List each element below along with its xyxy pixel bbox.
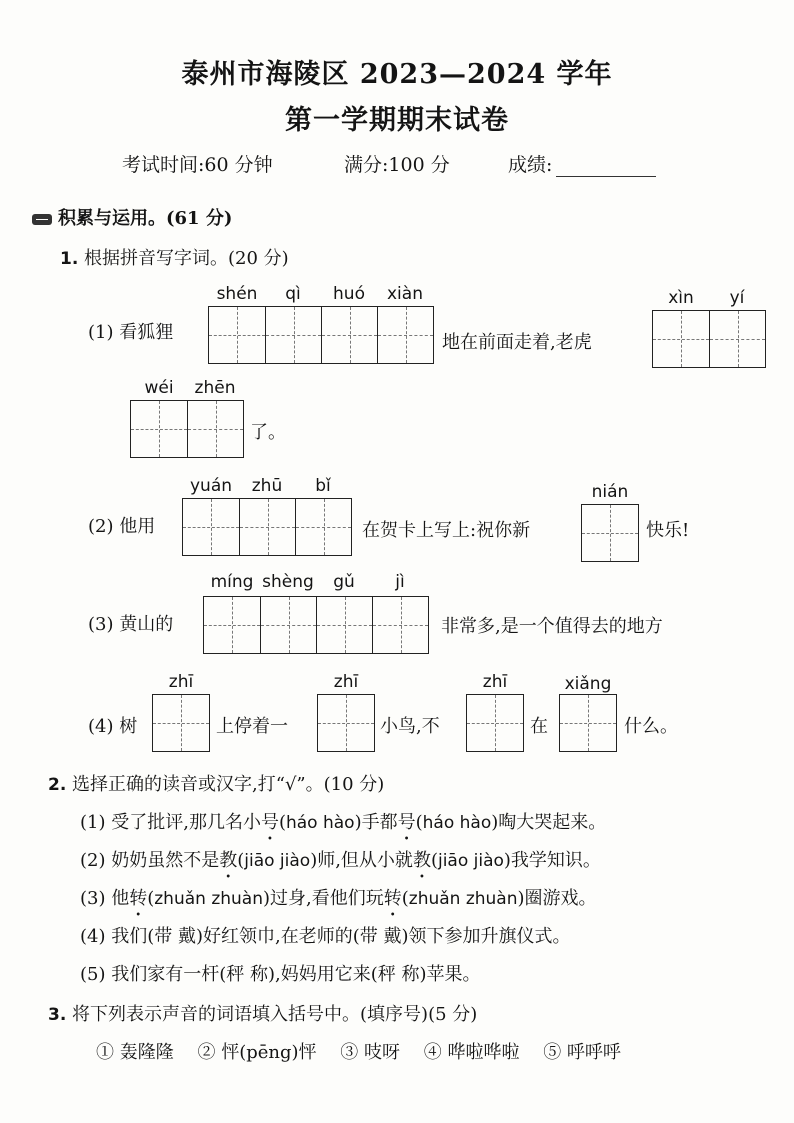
- answer-cell[interactable]: [560, 695, 616, 751]
- section-1-heading: [32, 204, 232, 230]
- pinyin: xìn: [668, 288, 694, 308]
- exam-title-line2: 第一学期期末试卷: [285, 105, 509, 136]
- q1-item2-pinyin-b: [582, 482, 638, 502]
- q2-line-text: )过身,看他们玩: [262, 888, 384, 909]
- pinyin-choice[interactable]: háo hào: [285, 813, 355, 833]
- q2-line-text: (2) 奶奶虽然不是: [80, 850, 220, 871]
- q1-item2-tail: 快乐!: [646, 520, 690, 541]
- answer-cell[interactable]: [187, 401, 243, 457]
- answer-cell[interactable]: [131, 401, 187, 457]
- q3-option: ③ 吱呀: [340, 1042, 400, 1063]
- question-2-text: 选择正确的读音或汉字,打“√”。(10 分): [72, 774, 385, 795]
- q2-line-text: )啕大哭起来。: [491, 812, 607, 833]
- q1-item3-pinyin-a: [204, 572, 428, 592]
- pinyin: shén: [216, 284, 258, 304]
- q1-item1-answer-grid-a[interactable]: [208, 306, 434, 364]
- answer-cell[interactable]: [653, 311, 709, 367]
- q2-line-text: (3) 他: [80, 888, 130, 909]
- answer-cell[interactable]: [372, 597, 428, 653]
- q1-item2-pinyin-a: [183, 476, 351, 496]
- q1-item4-answer-grid-4[interactable]: [559, 694, 617, 752]
- pinyin: zhēn: [194, 378, 236, 398]
- pinyin-choice[interactable]: zhuǎn zhuàn: [154, 889, 263, 909]
- section-1-title: 积累与运用。(61 分): [58, 208, 233, 229]
- exam-title-line1: 泰州市海陵区 2023—2024 学年: [181, 59, 613, 90]
- q1-item2-lead: (2) 他用: [88, 516, 156, 537]
- pinyin: yuán: [189, 476, 233, 496]
- pinyin: nián: [591, 482, 629, 502]
- q2-line-text: )圈游戏。: [517, 888, 597, 909]
- answer-cell[interactable]: [316, 597, 372, 653]
- q1-item1-answer-grid-b[interactable]: [652, 310, 766, 368]
- dotted-char: 转: [383, 888, 402, 909]
- answer-cell[interactable]: [467, 695, 523, 751]
- q1-item4-lead: (4) 树: [88, 716, 138, 737]
- full-score: 满分:100 分: [344, 154, 450, 176]
- answer-cell[interactable]: [183, 499, 239, 555]
- bracket: (: [147, 888, 155, 909]
- answer-cell[interactable]: [204, 597, 260, 653]
- score-blank-line[interactable]: [556, 175, 656, 177]
- q3-option: ② 怦(pēng)怦: [197, 1042, 317, 1063]
- q1-item4-answer-grid-3[interactable]: [466, 694, 524, 752]
- question-3-text: 将下列表示声音的词语填入括号中。(填序号)(5 分): [72, 1004, 478, 1025]
- pinyin: shèng: [262, 572, 314, 592]
- answer-cell[interactable]: [209, 307, 265, 363]
- answer-cell[interactable]: [318, 695, 374, 751]
- pinyin: zhī: [333, 672, 359, 692]
- question-1-number: 1.: [60, 249, 79, 269]
- dotted-char: 号: [397, 812, 416, 833]
- answer-cell[interactable]: [265, 307, 321, 363]
- question-1-prompt: [60, 244, 289, 270]
- q2-line-4[interactable]: (4) 我们(带 戴)好红领巾,在老师的(带 戴)领下参加升旗仪式。: [80, 926, 571, 947]
- dotted-char: 教: [219, 850, 238, 871]
- question-3-prompt: [48, 1000, 477, 1026]
- pinyin-choice[interactable]: jiāo jiào: [244, 851, 311, 871]
- q1-item4-answer-grid-1[interactable]: [152, 694, 210, 752]
- q3-option: ④ 哗啦哗啦: [423, 1042, 520, 1063]
- pinyin: zhī: [168, 672, 194, 692]
- dotted-char: 教: [412, 850, 431, 871]
- q1-item3-lead: (3) 黄山的: [88, 614, 174, 635]
- bracket: (: [401, 888, 409, 909]
- q2-line-text: )师,但从小就: [310, 850, 413, 871]
- answer-cell[interactable]: [377, 307, 433, 363]
- pinyin: gǔ: [333, 572, 355, 592]
- pinyin: yí: [729, 288, 745, 308]
- section-one-icon: [32, 214, 52, 225]
- pinyin: míng: [210, 572, 254, 592]
- exam-time: 考试时间:60 分钟: [122, 154, 273, 176]
- q2-line-text: )我学知识。: [503, 850, 601, 871]
- q1-item2-answer-grid-b[interactable]: [581, 504, 639, 562]
- q1-item1-pinyin-c: [131, 378, 243, 398]
- q1-item2-middle: 在贺卡上写上:祝你新: [362, 520, 531, 541]
- pinyin: zhī: [482, 672, 508, 692]
- q3-option: ⑤ 呼呼呼: [543, 1042, 621, 1063]
- bracket: (: [278, 812, 286, 833]
- q1-item4-text-3: 在: [530, 716, 548, 737]
- q2-line-2: [80, 846, 601, 872]
- answer-cell[interactable]: [153, 695, 209, 751]
- q3-options: [96, 1038, 639, 1064]
- score-field[interactable]: [508, 150, 656, 177]
- q2-line-3: [80, 884, 597, 910]
- question-3-number: 3.: [48, 1005, 67, 1025]
- pinyin-choice[interactable]: háo hào: [422, 813, 492, 833]
- pinyin: huó: [333, 284, 365, 304]
- score-label: 成绩:: [508, 154, 553, 176]
- q1-item1-middle: 地在前面走着,老虎: [442, 332, 592, 353]
- answer-cell[interactable]: [321, 307, 377, 363]
- q1-item1-pinyin-a: [209, 284, 433, 304]
- dotted-char: 转: [129, 888, 148, 909]
- q2-line-text: )手都: [354, 812, 398, 833]
- pinyin: qì: [285, 284, 301, 304]
- pinyin-choice[interactable]: jiāo jiào: [437, 851, 504, 871]
- q1-item4-text-4: 什么。: [624, 716, 678, 737]
- pinyin: zhū: [251, 476, 283, 496]
- pinyin: wéi: [144, 378, 174, 398]
- answer-cell[interactable]: [239, 499, 295, 555]
- q1-item3-answer-grid-a[interactable]: [203, 596, 429, 654]
- q1-item4-text-2: 小鸟,不: [380, 716, 440, 737]
- q1-item1-pinyin-b: [653, 288, 765, 308]
- q1-item4-pinyin-3: [467, 672, 523, 692]
- answer-cell[interactable]: [260, 597, 316, 653]
- bracket: (: [430, 850, 438, 871]
- answer-cell[interactable]: [709, 311, 765, 367]
- answer-cell[interactable]: [295, 499, 351, 555]
- q2-line-5[interactable]: (5) 我们家有一杆(秤 称),妈妈用它来(秤 称)苹果。: [80, 964, 481, 985]
- q1-item3-tail: 非常多,是一个值得去的地方: [441, 616, 663, 637]
- question-2-prompt: [48, 770, 384, 796]
- q1-item4-pinyin-2: [318, 672, 374, 692]
- q1-item1-answer-grid-c[interactable]: [130, 400, 244, 458]
- question-1-text: 根据拼音写字词。(20 分): [84, 248, 289, 269]
- pinyin: jì: [395, 572, 405, 592]
- q1-item4-text-1: 上停着一: [216, 716, 288, 737]
- q2-line-text: (1) 受了批评,那几名小: [80, 812, 261, 833]
- q1-item2-answer-grid-a[interactable]: [182, 498, 352, 556]
- q1-item1-lead: (1) 看狐狸: [88, 322, 174, 343]
- answer-cell[interactable]: [582, 505, 638, 561]
- q1-item4-answer-grid-2[interactable]: [317, 694, 375, 752]
- dotted-char: 号: [260, 812, 279, 833]
- q1-item1-tail: 了。: [250, 422, 286, 443]
- pinyin: xiàn: [387, 284, 423, 304]
- bracket: (: [415, 812, 423, 833]
- bracket: (: [237, 850, 245, 871]
- q1-item4-pinyin-1: [153, 672, 209, 692]
- q3-option: ① 轰隆隆: [96, 1042, 174, 1063]
- pinyin: xiǎng: [564, 674, 612, 694]
- pinyin-choice[interactable]: zhuǎn zhuàn: [408, 889, 518, 909]
- q1-item4-pinyin-4: [560, 674, 616, 694]
- q2-line-1: [80, 808, 606, 834]
- question-2-number: 2.: [48, 775, 67, 795]
- pinyin: bǐ: [315, 476, 331, 496]
